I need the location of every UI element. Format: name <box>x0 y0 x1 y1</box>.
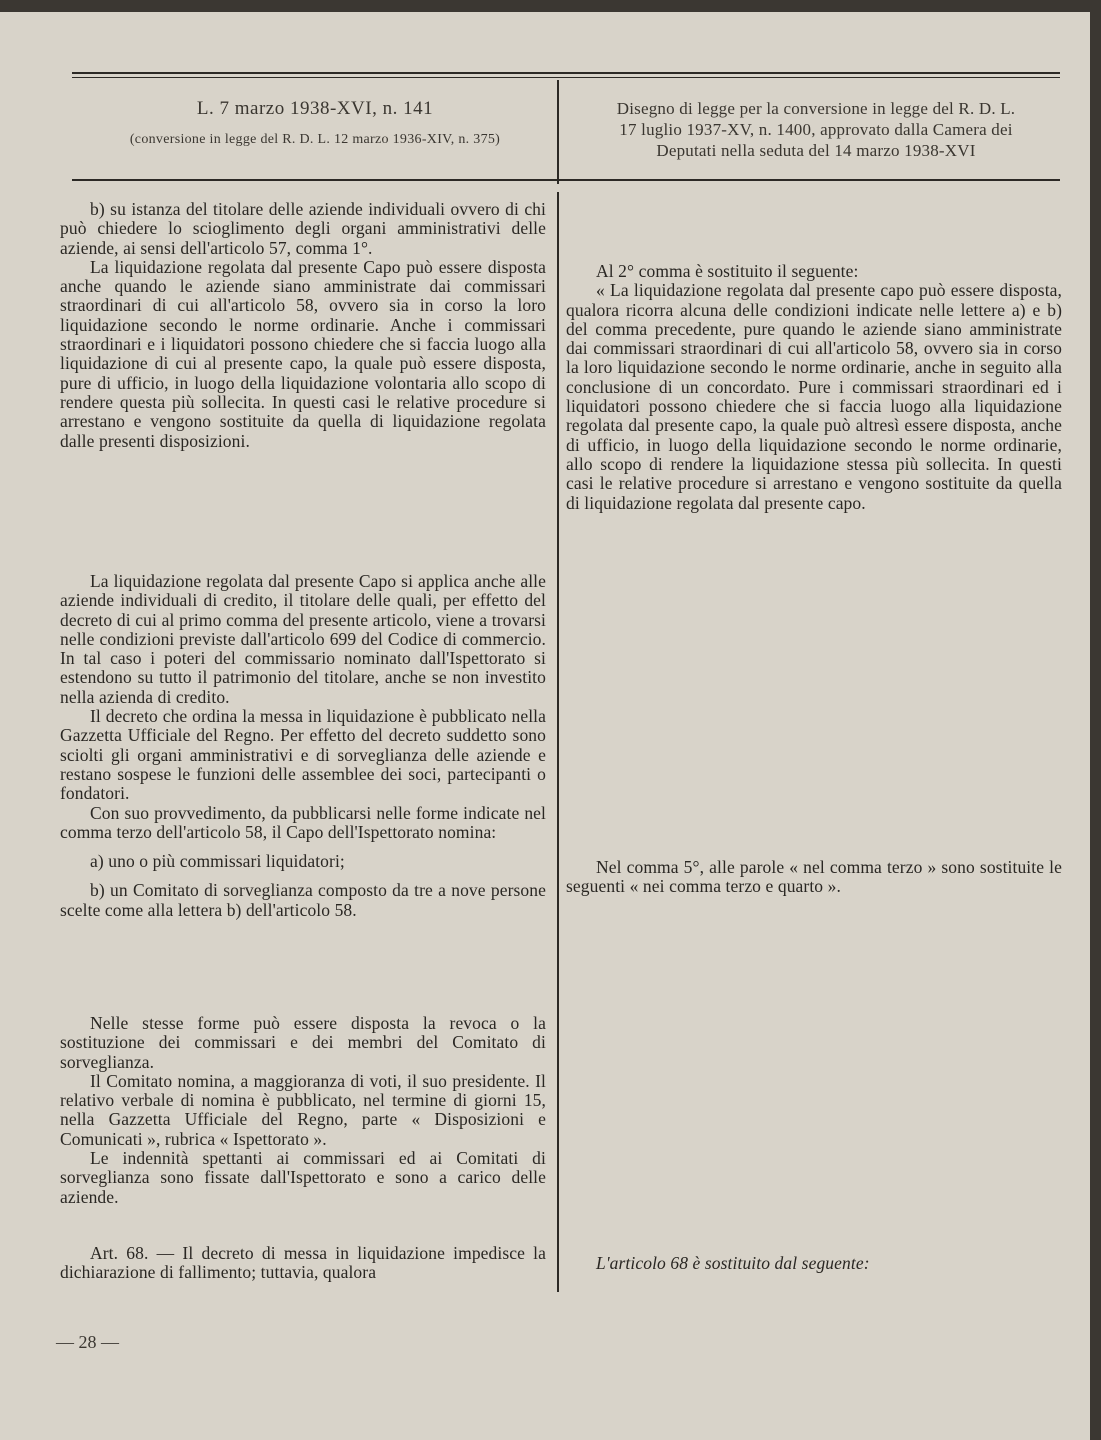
left-paragraph: Il Comitato nomina, a maggioranza di voti, il suo presidente. Il relativo verbale di nomina è pubblicato, nel termine di giorni 15, nella Gazzetta Ufficiale del Regno, parte « Disposizioni e Comunicati », rubrica « Ispettorato ». <box>60 1070 546 1149</box>
left-paragraph: Il decreto che ordina la messa in liquidazione è pubblicato nella Gazzetta Ufficiale del Regno. Per effetto del decreto suddetto sono sciolti gli organi amministrativi e di sorveglianza delle aziende e restano sospese le funzioni delle assemblee dei soci, partecipanti o fondatori. <box>60 706 546 804</box>
bill-title-line-1: Disegno di legge per la conversione in legge del R. D. L. <box>616 99 1016 118</box>
left-column-block-1 <box>60 200 546 451</box>
page-number: — 28 — <box>56 1332 119 1352</box>
left-column-art68 <box>60 1244 546 1283</box>
header-divider <box>557 80 559 184</box>
list-item-a: a) uno o più commissari liquidatori; <box>90 851 345 872</box>
left-paragraph: La liquidazione regolata dal presente Capo può essere disposta anche quando le aziende siano amministrate dai commissari straordinari di cui all'articolo 58, ovvero sia in corso la loro liquidazione secondo le norme ordinarie. Anche i commissari straordinari e i liquidatori possono chiedere che si faccia luogo alla liquidazione di cui al presente capo, la quale può essere disposta, pure di ufficio, in luogo della liquidazione volontaria allo scopo di rendere questa più sollecita. In questi casi le relative procedure si arrestano e vengono sostituite da quella di liquidazione regolata dalle presenti disposizioni. <box>60 256 546 451</box>
top-rule <box>72 72 1060 74</box>
column-divider <box>557 192 559 1292</box>
bill-title-line-2: 17 luglio 1937-XV, n. 1400, approvato dalla Camera dei <box>619 120 1013 139</box>
right-column-block-2 <box>566 858 1062 897</box>
header-right <box>566 98 1066 161</box>
right-comma5: Nel comma 5°, alle parole « nel comma terzo » sono sostituite le seguenti « nei comma terzo e quarto ». <box>566 857 1062 897</box>
article-68-text: Art. 68. — Il decreto di messa in liquidazione impedisce la dichiarazione di fallimento; tuttavia, qualora <box>60 1243 546 1283</box>
left-paragraph: b) su istanza del titolare delle aziende individuali ovvero di chi può chiedere lo scioglimento degli organi amministrativi delle aziende, ai sensi dell'articolo 57, comma 1°. <box>60 199 546 258</box>
list-item-b: b) un Comitato di sorveglianza composto da tre a nove persone scelte come alla lettera b) dell'articolo 58. <box>60 880 546 920</box>
bill-title-line-3: Deputati nella seduta del 14 marzo 1938-XVI <box>656 141 976 160</box>
left-paragraph: Con suo provvedimento, da pubblicarsi nelle forme indicate nel comma terzo dell'articolo 58, il Capo dell'Ispettorato nomina: <box>60 802 546 842</box>
left-column-block-2 <box>60 572 546 920</box>
right-quote: « La liquidazione regolata dal presente capo può essere disposta, qualora ricorra alcuna delle condizioni indicate nelle lettere a) e b) del comma precedente, pure quando le aziende siano amministrate dai commissari straordinari di cui all'articolo 58, ovvero sia in corso la loro liquidazione secondo le norme ordinarie, anche in seguito alla conclusione di un concordato. Pure i commissari straordinari ed i liquidatori possono chiedere che si faccia luogo alla liquidazione regolata dal presente capo, la quale può altresì essere disposta, anche di ufficio, in luogo della liquidazione secondo le norme ordinarie, allo scopo di rendere la liquidazione stessa più sollecita. In questi casi le relative procedure si arrestano e vengono sostituite da quella di liquidazione regolata dal presente capo. <box>566 280 1062 513</box>
right-column-block-1 <box>566 262 1062 513</box>
law-title: L. 7 marzo 1938-XVI, n. 141 <box>196 98 434 119</box>
header-bottom-rule <box>72 179 1060 181</box>
law-subtitle: (conversione in legge del R. D. L. 12 marzo 1936-XIV, n. 375) <box>129 132 501 147</box>
left-paragraph: Nelle stesse forme può essere disposta la revoca o la sostituzione dei commissari e dei membri del Comitato di sorveglianza. <box>60 1013 546 1072</box>
document-page <box>0 12 1090 1440</box>
right-column-block-3 <box>566 1254 1062 1273</box>
left-column-block-3 <box>60 1014 546 1207</box>
left-paragraph: Le indennità spettanti ai commissari ed ai Comitati di sorveglianza sono fissate dall'Ispettorato e sono a carico delle aziende. <box>60 1148 546 1207</box>
header-left <box>72 98 558 148</box>
right-art68-note: L'articolo 68 è sostituito dal seguente: <box>596 1253 870 1273</box>
top-rule-thin <box>72 77 1060 78</box>
left-paragraph: La liquidazione regolata dal presente Capo si applica anche alle aziende individuali di credito, il titolare delle quali, per effetto del decreto di cui al primo comma del presente articolo, viene a trovarsi nelle condizioni previste dall'articolo 699 del Codice di commercio. In tal caso i poteri del commissario nominato dall'Ispettorato si estendono su tutto il patrimonio del titolare, anche se non investito nella azienda di credito. <box>60 571 546 707</box>
right-intro: Al 2° comma è sostituito il seguente: <box>596 261 859 281</box>
